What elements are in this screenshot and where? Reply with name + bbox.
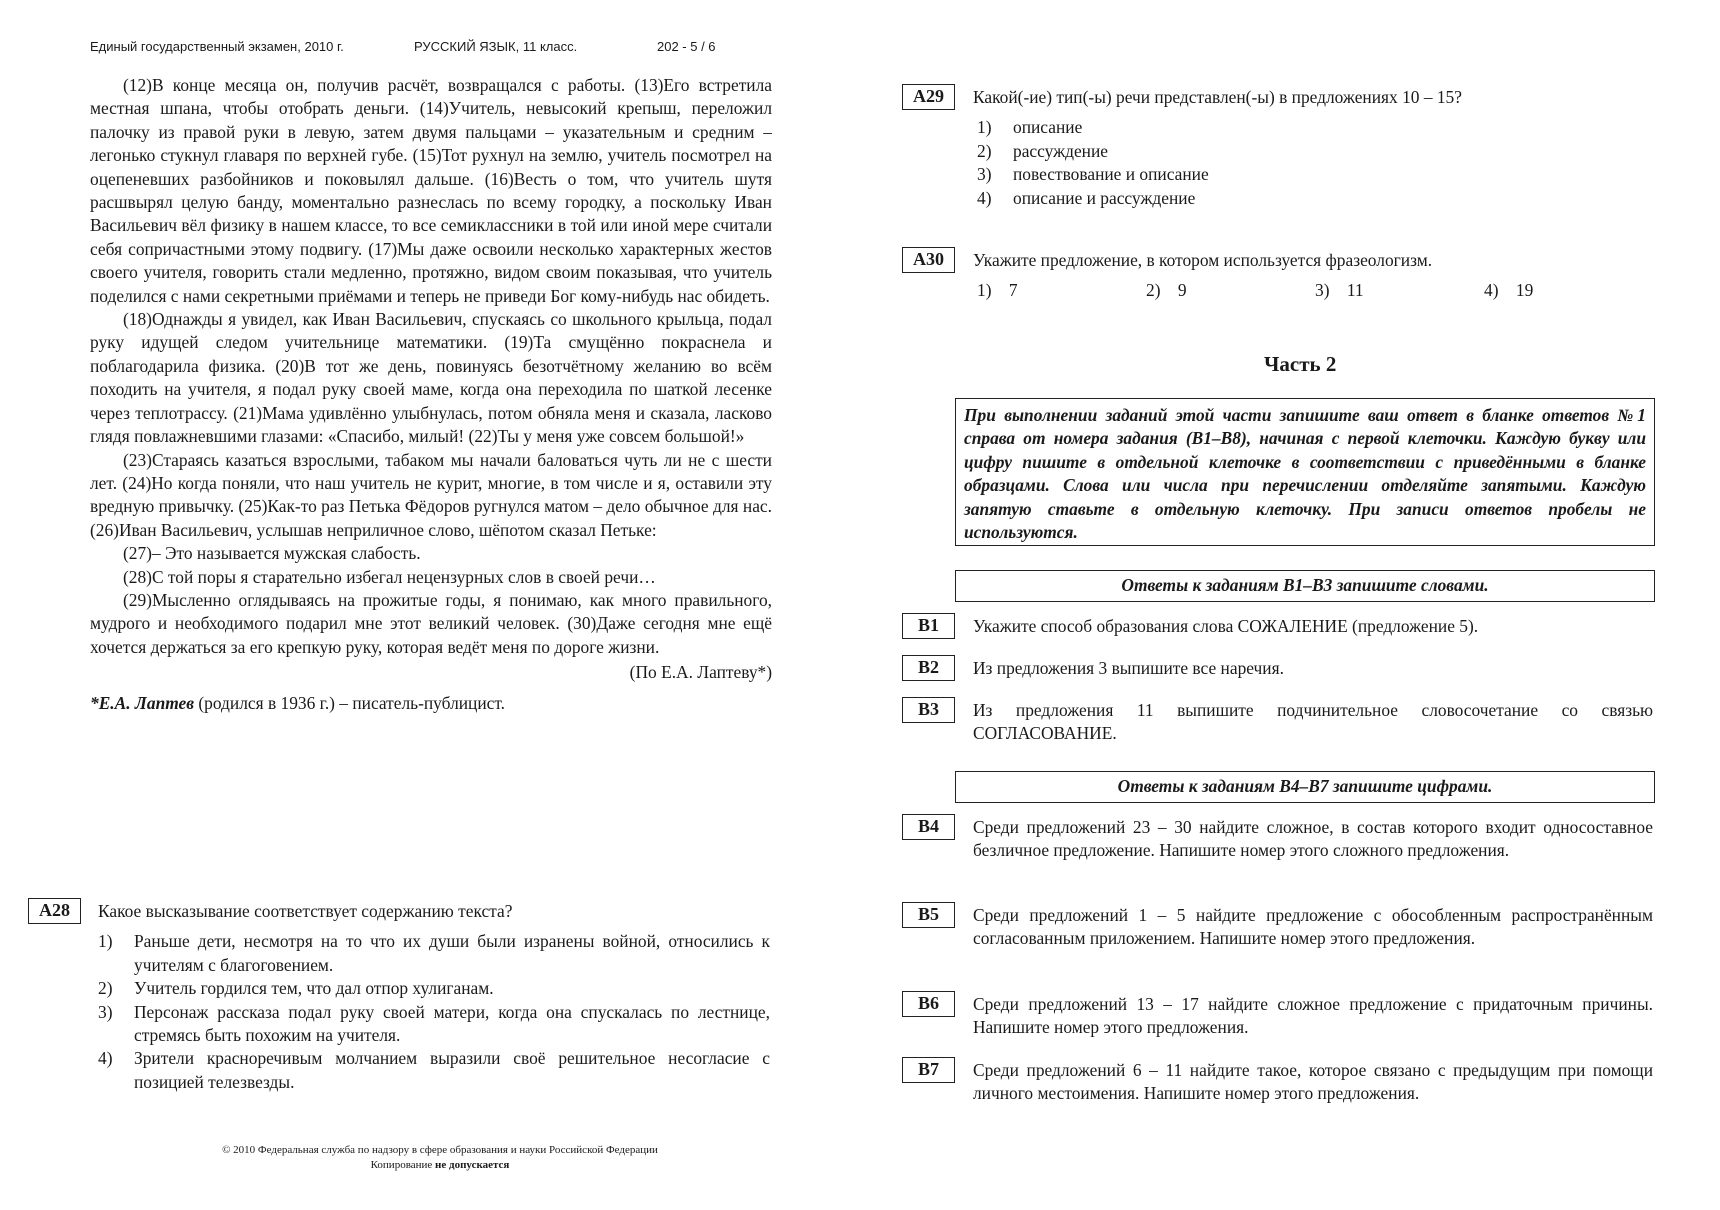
answer-option: 1) описание (977, 117, 1083, 138)
part2-instructions: При выполнении заданий этой части запишите ваш ответ в бланке ответов №1 справа от номера задания (В1–В8), начиная с первой клеточки. Каждую букву или цифру пишите в отдельной клеточке в соответствии с приведёнными в бланке образцами. Слова или числа при перечислении отделяйте запятыми. Каждую запятую ставьте в отдельную клеточку. При записи ответов пробелы не используются. (955, 398, 1655, 546)
text-paragraph: (28)С той поры я старательно избегал нецензурных слов в своей речи… (123, 566, 656, 587)
task-question: Из предложения 11 выпишите подчинительное словосочетание со связью СОГЛАСОВАНИЕ. (973, 700, 1653, 744)
task-b7 (902, 1057, 1655, 1107)
text-paragraph: (12)В конце месяца он, получив расчёт, возвращался с работы. (13)Его встретила местная шпана, чтобы отобрать деньги. (14)Учитель, невысокий крепыш, переложил палочку из правой руки в левую, затем двумя пальцами – указательным и средним – легонько стукнул главаря по верхней губе. (15)Тот рухнул на землю, учитель посмотрел на оцепеневших разбойников и поковылял дальше. (16)Весть о том, что учитель шутя расшвырял целую банду, моментально разнеслась по всему городку, а поскольку Иван Васильевич вёл физику в нашем классе, то все семиклассники в той или иной мере считали себя сопричастными этому подвигу. (17)Мы даже освоили несколько характерных жестов своего учителя, говорить стали медленно, протяжно, видом своим показывая, что учитель поделился с нами секретными приёмами и теперь не приведи Бог кому-нибудь нас обидеть. (90, 75, 772, 306)
task-question: Среди предложений 1 – 5 найдите предложение с обособленным распространённым согласованным приложением. Напишите номер этого предложения. (973, 905, 1653, 949)
text-paragraph: (29)Мысленно оглядываясь на прожитые годы, я понимаю, как много правильного, мудрого и необходимого подарил мне этот великий человек. (30)Даже сегодня мне ещё хочется держаться за его крепкую руку, которая ведёт меня по дороге жизни. (90, 589, 772, 657)
attribution: (По Е.А. Лаптеву*) (629, 662, 772, 683)
task-label: A29 (902, 84, 955, 110)
task-question: Из предложения 3 выпишите все наречия. (973, 658, 1284, 678)
part-title: Часть 2 (1264, 352, 1337, 376)
task-label: B6 (902, 991, 955, 1017)
answer-option: 1) Раньше дети, несмотря на то что их души были изранены войной, относились к учителям с благоговением. (98, 931, 770, 975)
text-paragraph: (23)Стараясь казаться взрослыми, табаком мы начали баловаться чуть ли не с шести лет. (24)Но когда поняли, что наш учитель не курит, многие, в том числе и я, оставили эту вредную привычку. (25)Как-то раз Петька Фёдоров ругнулся матом – дело обычное для нас. (26)Иван Васильевич, услышав неприличное слово, шёпотом сказал Петьке: (90, 449, 772, 540)
task-label: B5 (902, 902, 955, 928)
task-question (98, 900, 770, 1094)
answer-options (977, 116, 1653, 210)
task-label: B3 (902, 697, 955, 723)
answer-option: 3) Персонаж рассказа подал руку своей матери, когда она спускалась по лестнице, стремясь быть похожим на учителя. (98, 1001, 770, 1046)
footnote-text: (родился в 1936 г.) – писатель-публицист. (194, 692, 506, 713)
task-question: Среди предложений 13 – 17 найдите сложное предложение с придаточным причины. Напишите номер этого предложения. (973, 994, 1653, 1038)
task-question: Среди предложений 6 – 11 найдите такое, которое связано с предыдущим при помощи личного местоимения. Напишите номер этого предложения. (973, 1060, 1653, 1104)
answer-option: 3) повествование и описание (977, 164, 1209, 185)
text-paragraph: (27)– Это называется мужская слабость. (123, 543, 421, 564)
subject-title: РУССКИЙ ЯЗЫК, 11 класс. (414, 39, 578, 54)
author-footnote (90, 692, 772, 715)
answer-option: 4) 19 (1484, 280, 1534, 301)
task-b3 (902, 697, 1655, 747)
task-a28 (28, 898, 772, 1098)
answer-option: 2) рассуждение (977, 140, 1109, 161)
question-text: Какое высказывание соответствует содержанию текста? (98, 901, 513, 921)
answer-option: 4) Зрители красноречивым молчанием выразили своё решительное несогласие с позицией телезвезды. (98, 1048, 770, 1092)
answer-option: 2) 9 (1146, 280, 1187, 301)
text-paragraph: (18)Однажды я увидел, как Иван Васильевич, спускаясь со школьного крыльца, подал руку идущей следом учительнице математики. (19)Та смущённо покраснела и поблагодарила физика. (20)В тот же день, повинуясь безотчётному желанию во всём походить на учителя, я подал руку своей маме, когда она переходила по шаткой лесенке через теплотрассу. (21)Мама удивлённо улыбнулась, потом обняла меня и сказала, ласково глядя повлажневшими глазами: «Спасибо, милый! (22)Ты у меня уже совсем большой!» (90, 309, 772, 447)
page-number: 202 - 5 / 6 (657, 39, 716, 54)
task-question: Укажите способ образования слова СОЖАЛЕНИЕ (предложение 5). (973, 616, 1479, 636)
footnote-author: *Е.А. Лаптев (90, 692, 195, 713)
answer-option: 3) 11 (1315, 280, 1364, 301)
task-b2 (902, 655, 1655, 683)
answer-option: 2) Учитель гордился тем, что дал отпор хулиганам. (98, 978, 494, 999)
task-question (973, 86, 1653, 210)
answer-option: 4) описание и рассуждение (977, 187, 1196, 208)
exam-title: Единый государственный экзамен, 2010 г. (90, 39, 344, 54)
task-a29 (902, 84, 1655, 219)
task-question (973, 249, 1653, 303)
task-b5 (902, 902, 1655, 974)
section-header-b4-b7: Ответы к заданиям В4–В7 запишите цифрами. (955, 771, 1655, 803)
answer-options (977, 279, 1653, 302)
task-label: B2 (902, 655, 955, 681)
question-text: Какой(-ие) тип(-ы) речи представлен(-ы) в предложениях 10 – 15? (973, 87, 1462, 107)
question-text: Укажите предложение, в котором используется фразеологизм. (973, 250, 1433, 270)
task-b4 (902, 814, 1655, 886)
task-label: A30 (902, 247, 955, 273)
task-label: B4 (902, 814, 955, 840)
task-question: Среди предложений 23 – 30 найдите сложное, в состав которого входит односоставное безличное предложение. Напишите номер этого сложного предложения. (973, 817, 1653, 861)
answer-options (98, 930, 770, 1094)
page-footer (160, 1143, 720, 1173)
copyright-line: © 2010 Федеральная служба по надзору в сфере образования и науки Российской Федерации (222, 1144, 658, 1156)
task-label: B7 (902, 1057, 955, 1083)
task-b6 (902, 991, 1655, 1041)
task-b1 (902, 613, 1655, 641)
task-label: B1 (902, 613, 955, 639)
answer-option: 1) 7 (977, 280, 1018, 301)
task-a30 (902, 247, 1655, 307)
task-label: A28 (28, 898, 81, 924)
reading-text (90, 74, 772, 715)
copy-notice: Копирование не допускается (370, 1159, 510, 1171)
section-header-b1-b3: Ответы к заданиям В1–В3 запишите словами. (955, 570, 1655, 602)
